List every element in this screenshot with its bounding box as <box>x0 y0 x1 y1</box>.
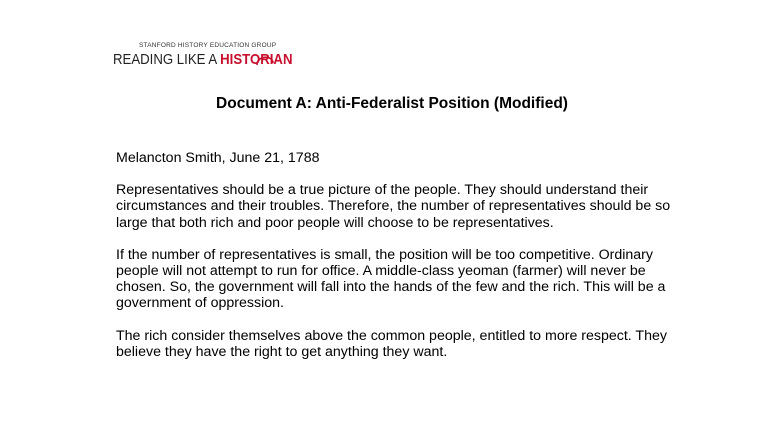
paragraph-3: The rich consider themselves above the common people, entitled to more respect. They believe they have the right to get anything they want. <box>116 327 667 360</box>
logo-title-part1: READING LIKE A <box>113 51 221 68</box>
paragraph-2: If the number of representatives is small, the position will be too competitive. Ordinary people will not attempt to run for office. A middle-class yeoman (farmer) will never be chosen. So, the government will fall into the hands of the few and the rich. This will be a government of oppression. <box>116 246 666 312</box>
document-title: Document A: Anti-Federalist Position (Modified) <box>216 95 568 112</box>
logo-organization: STANFORD HISTORY EDUCATION GROUP <box>139 42 277 49</box>
reading-like-a-historian-logo <box>113 42 313 74</box>
logo-title-part2: HISTORIAN <box>220 51 293 68</box>
document-body <box>116 150 676 376</box>
logo-title <box>113 51 292 69</box>
document-byline: Melancton Smith, June 21, 1788 <box>116 150 320 166</box>
paragraph-1: Representatives should be a true picture of the people. They should understand their circumstances and their troubles. Therefore, the number of representatives should be so large that both rich and poor people will choose to be representatives. <box>116 182 671 231</box>
